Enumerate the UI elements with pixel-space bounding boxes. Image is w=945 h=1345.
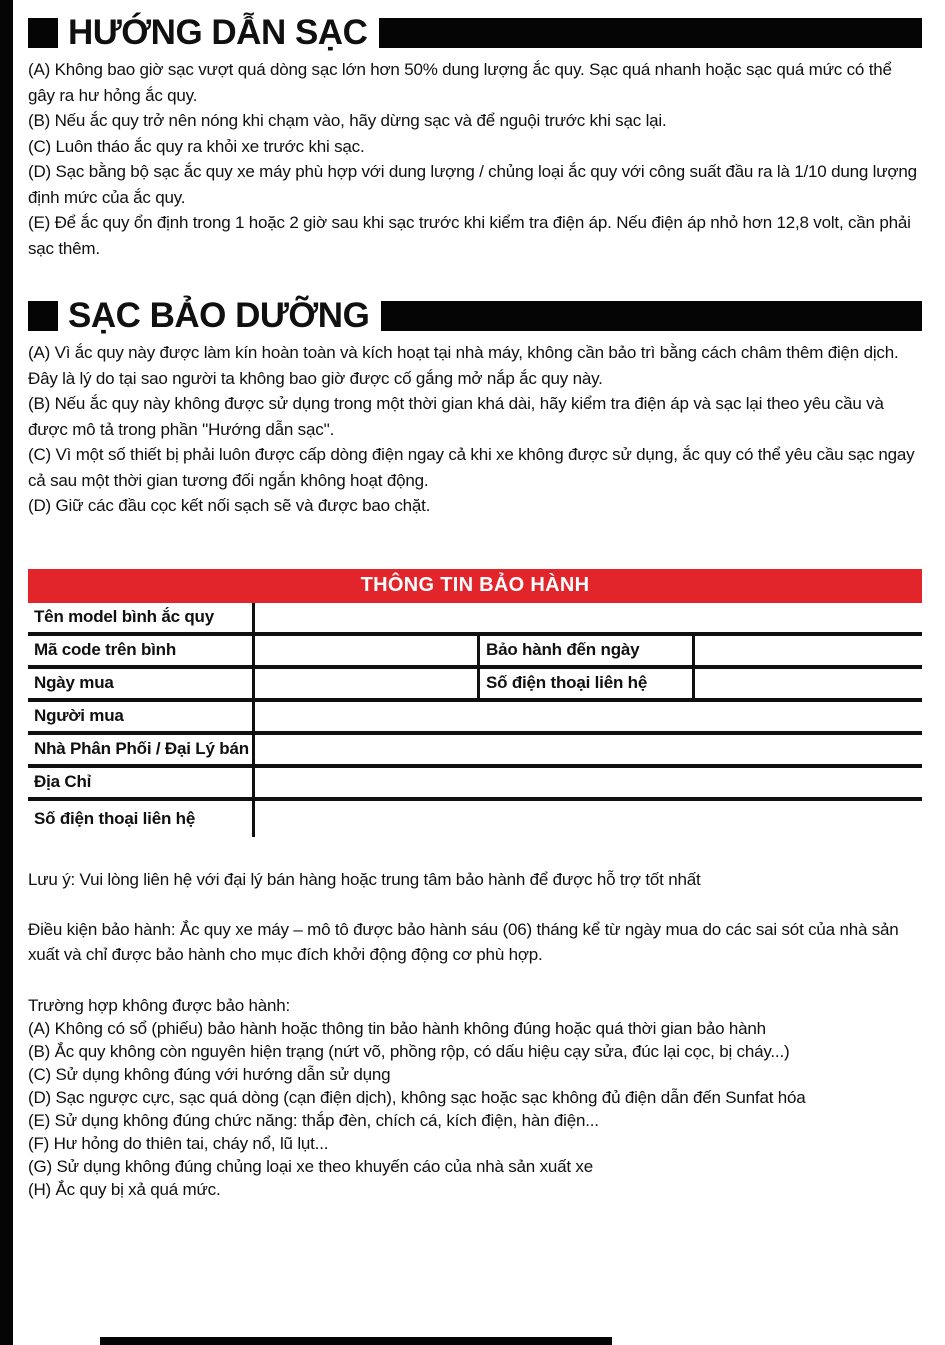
table-row-address — [28, 768, 922, 801]
header-square-mark — [28, 18, 58, 48]
table-row-contact-phone — [28, 801, 922, 837]
row-value-blank — [255, 636, 480, 665]
charging-instructions — [28, 57, 922, 261]
warranty-table-title: THÔNG TIN BẢO HÀNH — [28, 569, 922, 603]
exclusion-item: (A) Không có sổ (phiếu) bảo hành hoặc thông tin bảo hành không đúng hoặc quá thời gian bảo hành — [28, 1018, 766, 1038]
row-value-blank — [255, 801, 922, 837]
exclusion-item: (C) Sử dụng không đúng với hướng dẫn sử dụng — [28, 1064, 391, 1084]
row-value2-blank — [695, 669, 922, 698]
row-label2: Bảo hành đến ngày — [480, 636, 695, 665]
instruction-item: (B) Nếu ắc quy này không được sử dụng trong một thời gian khá dài, hãy kiểm tra điện áp và sạc lại theo yêu cầu và được mô tả trong phần ''Hướng dẫn sạc''. — [28, 394, 884, 439]
maintenance-instructions — [28, 340, 922, 519]
exclusion-item: (F) Hư hỏng do thiên tai, cháy nổ, lũ lụt... — [28, 1133, 329, 1153]
instruction-item: (B) Nếu ắc quy trở nên nóng khi chạm vào, hãy dừng sạc và để nguội trước khi sạc lại. — [28, 111, 667, 130]
instruction-item: (A) Không bao giờ sạc vượt quá dòng sạc lớn hơn 50% dung lượng ắc quy. Sạc quá nhanh hoặc sạc quá mức có thể gây ra hư hỏng ắc quy. — [28, 60, 892, 105]
warranty-table — [28, 603, 922, 837]
exclusion-item: (H) Ắc quy bị xả quá mức. — [28, 1179, 221, 1199]
left-edge-bar — [0, 0, 13, 1345]
row-label: Số điện thoại liên hệ — [28, 801, 255, 837]
instruction-item: (C) Vì một số thiết bị phải luôn được cấp dòng điện ngay cả khi xe không được sử dụng, ắc quy có thể yêu cầu sạc ngay cả sau một thời gian tương đối ngắn không hoạt động. — [28, 445, 915, 490]
table-row-distributor — [28, 735, 922, 768]
row-value-blank — [255, 768, 922, 797]
table-row-model — [28, 603, 922, 636]
exclusion-item: (D) Sạc ngược cực, sạc quá dòng (cạn điện dịch), không sạc hoặc sạc không đủ điện dẫn đến Sunfat hóa — [28, 1087, 806, 1107]
exclusion-item: (B) Ắc quy không còn nguyên hiện trạng (nứt võ, phồng rộp, có dấu hiệu cạy sửa, đúc lại cọc, bị cháy...) — [28, 1041, 790, 1061]
section-title-charging: HƯỚNG DẪN SẠC — [68, 12, 368, 52]
exclusion-item: (G) Sử dụng không đúng chủng loại xe theo khuyến cáo của nhà sản xuất xe — [28, 1156, 593, 1176]
header-square-mark — [28, 301, 58, 331]
section-header-charging — [28, 14, 922, 52]
table-row-purchasedate-phone — [28, 669, 922, 702]
row-label: Ngày mua — [28, 669, 255, 698]
row-label: Tên model bình ắc quy — [28, 603, 255, 632]
table-row-buyer — [28, 702, 922, 735]
section-header-maintenance — [28, 297, 922, 335]
row-value-blank — [255, 669, 480, 698]
row-label: Nhà Phân Phối / Đại Lý bán — [28, 735, 255, 764]
warranty-exclusions — [28, 994, 922, 1201]
row-label2: Số điện thoại liên hệ — [480, 669, 695, 698]
row-label: Mã code trên bình — [28, 636, 255, 665]
instruction-item: (D) Sạc bằng bộ sạc ắc quy xe máy phù hợp với dung lượng / chủng loại ắc quy với công suất đầu ra là 1/10 dung lượng định mức của ắc quy. — [28, 162, 917, 207]
exclusions-title: Trường hợp không được bảo hành: — [28, 995, 291, 1015]
warranty-conditions: Điều kiện bảo hành: Ắc quy xe máy – mô tô được bảo hành sáu (06) tháng kể từ ngày mua do các sai sót của nhà sản xuất và chỉ được bảo hành cho mục đích khởi động động cơ phù hợp. — [28, 919, 899, 964]
instruction-item: (E) Để ắc quy ổn định trong 1 hoặc 2 giờ sau khi sạc trước khi kiểm tra điện áp. Nếu điện áp nhỏ hơn 12,8 volt, cần phải sạc thêm. — [28, 213, 911, 258]
row-label: Người mua — [28, 702, 255, 731]
bottom-edge-bar — [100, 1337, 612, 1345]
row-value2-blank — [695, 636, 922, 665]
row-value-blank — [255, 735, 922, 764]
header-bar — [381, 301, 922, 331]
instruction-item: (A) Vì ắc quy này được làm kín hoàn toàn và kích hoạt tại nhà máy, không cần bảo trì bằng cách châm thêm điện dịch. Đây là lý do tại sao người ta không bao giờ được cố gắng mở nắp ắc quy này. — [28, 343, 899, 388]
row-value-blank — [255, 702, 922, 731]
instruction-item: (C) Luôn tháo ắc quy ra khỏi xe trước khi sạc. — [28, 136, 365, 156]
document-content — [28, 0, 922, 1201]
row-label: Địa Chỉ — [28, 768, 255, 797]
table-row-code-warrantydate — [28, 636, 922, 669]
instruction-item: (D) Giữ các đầu cọc kết nối sạch sẽ và được bao chặt. — [28, 496, 431, 515]
support-note: Lưu ý: Vui lòng liên hệ với đại lý bán hàng hoặc trung tâm bảo hành để được hỗ trợ tốt nhất — [28, 869, 701, 889]
exclusion-item: (E) Sử dụng không đúng chức năng: thắp đèn, chích cá, kích điện, hàn điện... — [28, 1110, 599, 1130]
row-value-blank — [255, 603, 922, 632]
header-bar — [379, 18, 922, 48]
section-title-maintenance: SẠC BẢO DƯỠNG — [68, 295, 370, 335]
